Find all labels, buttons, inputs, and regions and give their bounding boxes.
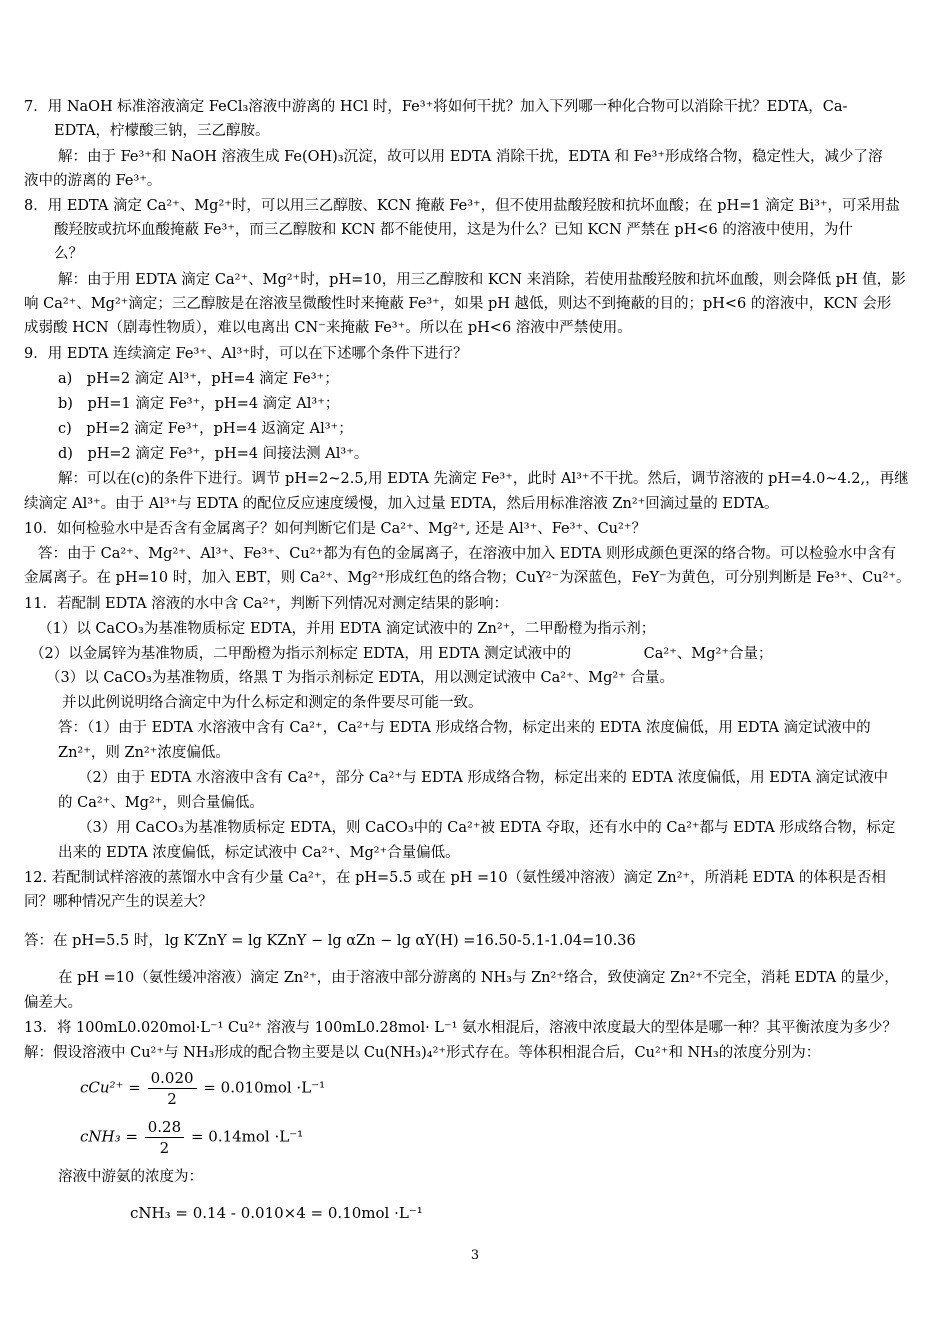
q8-line-3: 么？: [54, 246, 83, 262]
q9-option-a: a) pH=2 滴定 Al³⁺，pH=4 滴定 Fe³⁺；: [58, 371, 339, 387]
a12-line-3: 偏差大。: [24, 995, 82, 1011]
cu-lhs: cCu²⁺ =: [80, 1078, 141, 1097]
free-nh3-formula: cNH₃ = 0.14 - 0.010×4 = 0.10mol ·L⁻¹: [130, 1204, 423, 1222]
cu-fraction: [148, 1068, 197, 1109]
a11-3-line-1: （3）用 CaCO₃为基准物质标定 EDTA，则 CaCO₃中的 Ca²⁺被 EDTA 夺取，还有水中的 Ca²⁺都与 EDTA 形成络合物，标定: [78, 820, 896, 836]
q11-note: 并以此例说明络合滴定中为什么标定和测定的条件要尽可能一致。: [62, 695, 483, 711]
a12-formula: lg K′ZnY = lg KZnY − lg αZn − lg αY(H) =16.50-5.1-1.04=10.36: [165, 933, 636, 949]
a12-prefix: 答：在 pH=5.5 时，: [24, 933, 163, 949]
a9-line-2: 续滴定 Al³⁺。由于 Al³⁺与 EDTA 的配位反应速度缓慢，加入过量 EDTA，然后用标准溶液 Zn²⁺回滴过量的 EDTA。: [24, 496, 779, 512]
q12-line-2: 同？哪种情况产生的误差大？: [24, 894, 213, 910]
q8-line-1: 8．用 EDTA 滴定 Ca²⁺、Mg²⁺时，可以用三乙醇胺、KCN 掩蔽 Fe³⁺，但不使用盐酸羟胺和抗坏血酸；在 pH=1 滴定 Bi³⁺，可采用盐: [24, 198, 901, 214]
a12-line-2: 在 pH =10（氨性缓冲溶液）滴定 Zn²⁺，由于溶液中部分游离的 NH₃与 Zn²⁺络合，致使滴定 Zn²⁺不完全，消耗 EDTA 的量少，: [58, 970, 899, 986]
a11-2-line-2: 的 Ca²⁺、Mg²⁺，则合量偏低。: [58, 795, 264, 811]
a10-line-2: 金属离子。在 pH=10 时，加入 EBT，则 Ca²⁺、Mg²⁺形成红色的络合物；CuY²⁻为深蓝色，FeY⁻为黄色，可分别判断是 Fe³⁺、Cu²⁺。: [24, 570, 911, 586]
nh3-lhs: cNH₃ =: [80, 1127, 138, 1146]
q10-stem: 10．如何检验水中是否含有金属离子？如何判断它们是 Ca²⁺、Mg²⁺, 还是 Al³⁺、Fe³⁺、Cu²⁺？: [24, 521, 646, 537]
nh3-rhs: = 0.14mol ·L⁻¹: [190, 1127, 304, 1146]
a7-line-1: 解：由于 Fe³⁺和 NaOH 溶液生成 Fe(OH)₃沉淀，故可以用 EDTA 消除干扰，EDTA 和 Fe³⁺形成络合物，稳定性大，减少了溶: [58, 149, 883, 165]
a10-line-1: 答：由于 Ca²⁺、Mg²⁺、Al³⁺、Fe³⁺、Cu²⁺都为有色的金属离子，在溶液中加入 EDTA 则形成颜色更深的络合物。可以检验水中含有: [38, 546, 896, 562]
q9-option-c: c) pH=2 滴定 Fe³⁺，pH=4 返滴定 Al³⁺；: [58, 421, 353, 437]
a8-line-1: 解：由于用 EDTA 滴定 Ca²⁺、Mg²⁺时，pH=10，用三乙醇胺和 KCN 来消除，若使用盐酸羟胺和抗坏血酸，则会降低 pH 值，影: [58, 272, 906, 288]
a13-line-2: 溶液中游氨的浓度为：: [58, 1169, 203, 1185]
cu-rhs: = 0.010mol ·L⁻¹: [203, 1078, 326, 1097]
cu-denominator: 2: [167, 1090, 177, 1108]
a8-line-2: 响 Ca²⁺、Mg²⁺滴定；三乙醇胺是在溶液呈微酸性时来掩蔽 Fe³⁺，如果 pH 越低，则达不到掩蔽的目的；pH<6 的溶液中，KCN 会形: [24, 296, 892, 312]
cu-concentration-formula: [80, 1068, 325, 1109]
q8-line-2: 酸羟胺或抗坏血酸掩蔽 Fe³⁺，而三乙醇胺和 KCN 都不能使用，这是为什么？已知 KCN 严禁在 pH<6 的溶液中使用，为什: [54, 222, 853, 238]
nh3-numerator: 0.28: [145, 1117, 184, 1138]
q11-item-2: （2）以金属锌为基准物质，二甲酚橙为指示剂标定 EDTA，用 EDTA 测定试液中的 Ca²⁺、Mg²⁺合量；: [30, 646, 773, 662]
q7-line-2: EDTA，柠檬酸三钠，三乙醇胺。: [54, 123, 270, 139]
q7-line-1: 7．用 NaOH 标准溶液滴定 FeCl₃溶液中游离的 HCl 时，Fe³⁺将如何干扰？加入下列哪一种化合物可以消除干扰？EDTA，Ca-: [24, 99, 848, 115]
q11-stem: 11．若配制 EDTA 溶液的水中含 Ca²⁺，判断下列情况对测定结果的影响：: [24, 596, 509, 612]
nh3-denominator: 2: [159, 1139, 170, 1157]
cu-numerator: 0.020: [148, 1068, 197, 1089]
a8-line-3: 成弱酸 HCN（剧毒性物质），难以电离出 CN⁻来掩蔽 Fe³⁺。所以在 pH<6 溶液中严禁使用。: [24, 320, 632, 336]
nh3-fraction: [145, 1117, 184, 1158]
page-number: 3: [470, 1248, 480, 1263]
a9-line-1: 解：可以在(c)的条件下进行。调节 pH=2~2.5,用 EDTA 先滴定 Fe³⁺，此时 Al³⁺不干扰。然后，调节溶液的 pH=4.0~4.2,，再继: [58, 471, 909, 487]
nh3-concentration-formula: [80, 1117, 303, 1158]
q9-option-d: d) pH=2 滴定 Fe³⁺，pH=4 间接法测 Al³⁺。: [58, 446, 369, 462]
a13-line-1: 解：假设溶液中 Cu²⁺与 NH₃形成的配合物主要是以 Cu(NH₃)₄²⁺形式存在。等体积相混合后，Cu²⁺和 NH₃的浓度分别为：: [24, 1045, 821, 1061]
a7-line-2: 液中的游离的 Fe³⁺。: [24, 173, 162, 189]
q12-line-1: 12. 若配制试样溶液的蒸馏水中含有少量 Ca²⁺，在 pH=5.5 或在 pH =10（氨性缓冲溶液）滴定 Zn²⁺，所消耗 EDTA 的体积是否相: [24, 870, 886, 886]
a11-1-line-2: Zn²⁺，则 Zn²⁺浓度偏低。: [58, 745, 230, 761]
q9-option-b: b) pH=1 滴定 Fe³⁺，pH=4 滴定 Al³⁺；: [58, 396, 340, 412]
a11-3-line-2: 出来的 EDTA 浓度偏低，标定试液中 Ca²⁺、Mg²⁺合量偏低。: [58, 845, 460, 861]
q13-stem: 13．将 100mL0.020mol·L⁻¹ Cu²⁺ 溶液与 100mL0.28mol· L⁻¹ 氨水相混后，溶液中浓度最大的型体是哪一种？其平衡浓度为多少？: [24, 1020, 898, 1036]
q11-item-1: （1）以 CaCO₃为基准物质标定 EDTA，并用 EDTA 滴定试液中的 Zn²⁺，二甲酚橙为指示剂；: [38, 621, 656, 637]
a11-2-line-1: （2）由于 EDTA 水溶液中含有 Ca²⁺，部分 Ca²⁺与 EDTA 形成络合物，标定出来的 EDTA 浓度偏低，用 EDTA 滴定试液中: [78, 770, 888, 786]
a11-1-line-1: 答：（1）由于 EDTA 水溶液中含有 Ca²⁺，Ca²⁺与 EDTA 形成络合物，标定出来的 EDTA 浓度偏低，用 EDTA 滴定试液中的: [58, 720, 871, 736]
q11-item-3: （3）以 CaCO₃为基准物质，络黑 T 为指示剂标定 EDTA，用以测定试液中 Ca²⁺、Mg²⁺ 合量。: [46, 670, 674, 686]
q9-stem: 9．用 EDTA 连续滴定 Fe³⁺、Al³⁺时，可以在下述哪个条件下进行？: [24, 346, 468, 362]
